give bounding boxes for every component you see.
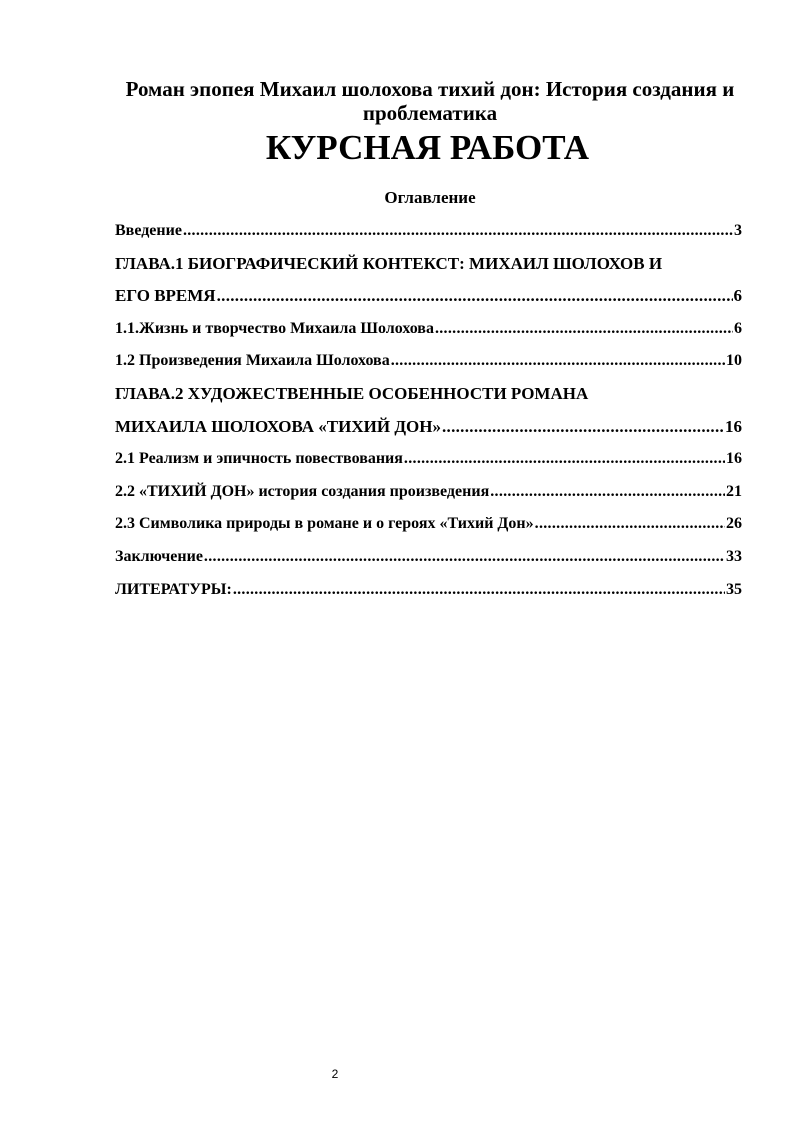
toc-leader-dots	[391, 350, 725, 372]
toc-entry-label: 2.3 Символика природы в романе и о героях «Тихий Дон»	[115, 515, 534, 533]
toc-entry-page: 16	[725, 416, 742, 436]
toc-leader-dots	[233, 579, 725, 601]
toc-entry-label: Заключение	[115, 547, 203, 565]
toc-leader-dots	[490, 481, 725, 503]
toc-entry-introduction[interactable]	[115, 220, 742, 253]
toc-entry-label: ЛИТЕРАТУРЫ:	[115, 580, 232, 598]
toc-entry-label: 1.1.Жизнь и творчество Михаила Шолохова	[115, 319, 434, 337]
toc-leader-dots	[435, 318, 733, 340]
toc-entry-label: 2.1 Реализм и эпичность повествования	[115, 450, 403, 468]
page-number: 2	[331, 1067, 339, 1081]
toc-leader-dots	[442, 416, 724, 438]
toc-entry-label: МИХАИЛА ШОЛОХОВА «ТИХИЙ ДОН»	[115, 416, 441, 436]
toc-entry-section-1-1[interactable]	[115, 318, 742, 351]
toc-entry-section-2-3[interactable]	[115, 513, 742, 546]
toc-entry-label: 2.2 «ТИХИЙ ДОН» история создания произведения	[115, 482, 490, 500]
toc-entry-chapter-1[interactable]	[115, 285, 742, 318]
toc-entry-section-2-1[interactable]	[115, 448, 742, 481]
toc-entry-references[interactable]	[115, 579, 742, 612]
toc-entry-section-2-2[interactable]	[115, 481, 742, 514]
toc-entry-page: 6	[733, 286, 742, 306]
toc-entry-page: 16	[726, 450, 742, 468]
toc-entry-label: ЕГО ВРЕМЯ	[115, 286, 216, 306]
document-heading: КУРСНАЯ РАБОТА	[265, 128, 590, 167]
toc-entry-chapter-2[interactable]	[115, 416, 742, 449]
toc-leader-dots	[183, 220, 733, 242]
toc-entry-page: 10	[726, 352, 742, 370]
table-of-contents	[115, 220, 742, 611]
document-title: Роман эпопея Михаил шолохова тихий дон: История создания и проблематика	[125, 77, 735, 125]
toc-entry-page: 3	[734, 222, 742, 239]
toc-entry-page: 21	[726, 482, 742, 500]
toc-entry-page: 33	[726, 547, 742, 565]
toc-heading: Оглавление	[384, 188, 476, 207]
toc-entry-page: 26	[726, 515, 742, 533]
toc-leader-dots	[404, 448, 725, 470]
toc-entry-page: 35	[726, 580, 742, 598]
toc-entry-conclusion[interactable]	[115, 546, 742, 579]
toc-leader-dots	[535, 513, 725, 535]
toc-leader-dots	[217, 285, 733, 307]
toc-entry-chapter-1-line1[interactable]: ГЛАВА.1 БИОГРАФИЧЕСКИЙ КОНТЕКСТ: МИХАИЛ ШОЛОХОВ И	[115, 253, 663, 273]
toc-leader-dots	[204, 546, 725, 568]
toc-entry-label: 1.2 Произведения Михаила Шолохова	[115, 352, 390, 370]
toc-entry-page: 6	[734, 319, 742, 337]
toc-entry-label: Введение	[115, 222, 182, 239]
toc-entry-chapter-2-line1[interactable]: ГЛАВА.2 ХУДОЖЕСТВЕННЫЕ ОСОБЕННОСТИ РОМАНА	[115, 383, 589, 403]
toc-entry-section-1-2[interactable]	[115, 350, 742, 383]
